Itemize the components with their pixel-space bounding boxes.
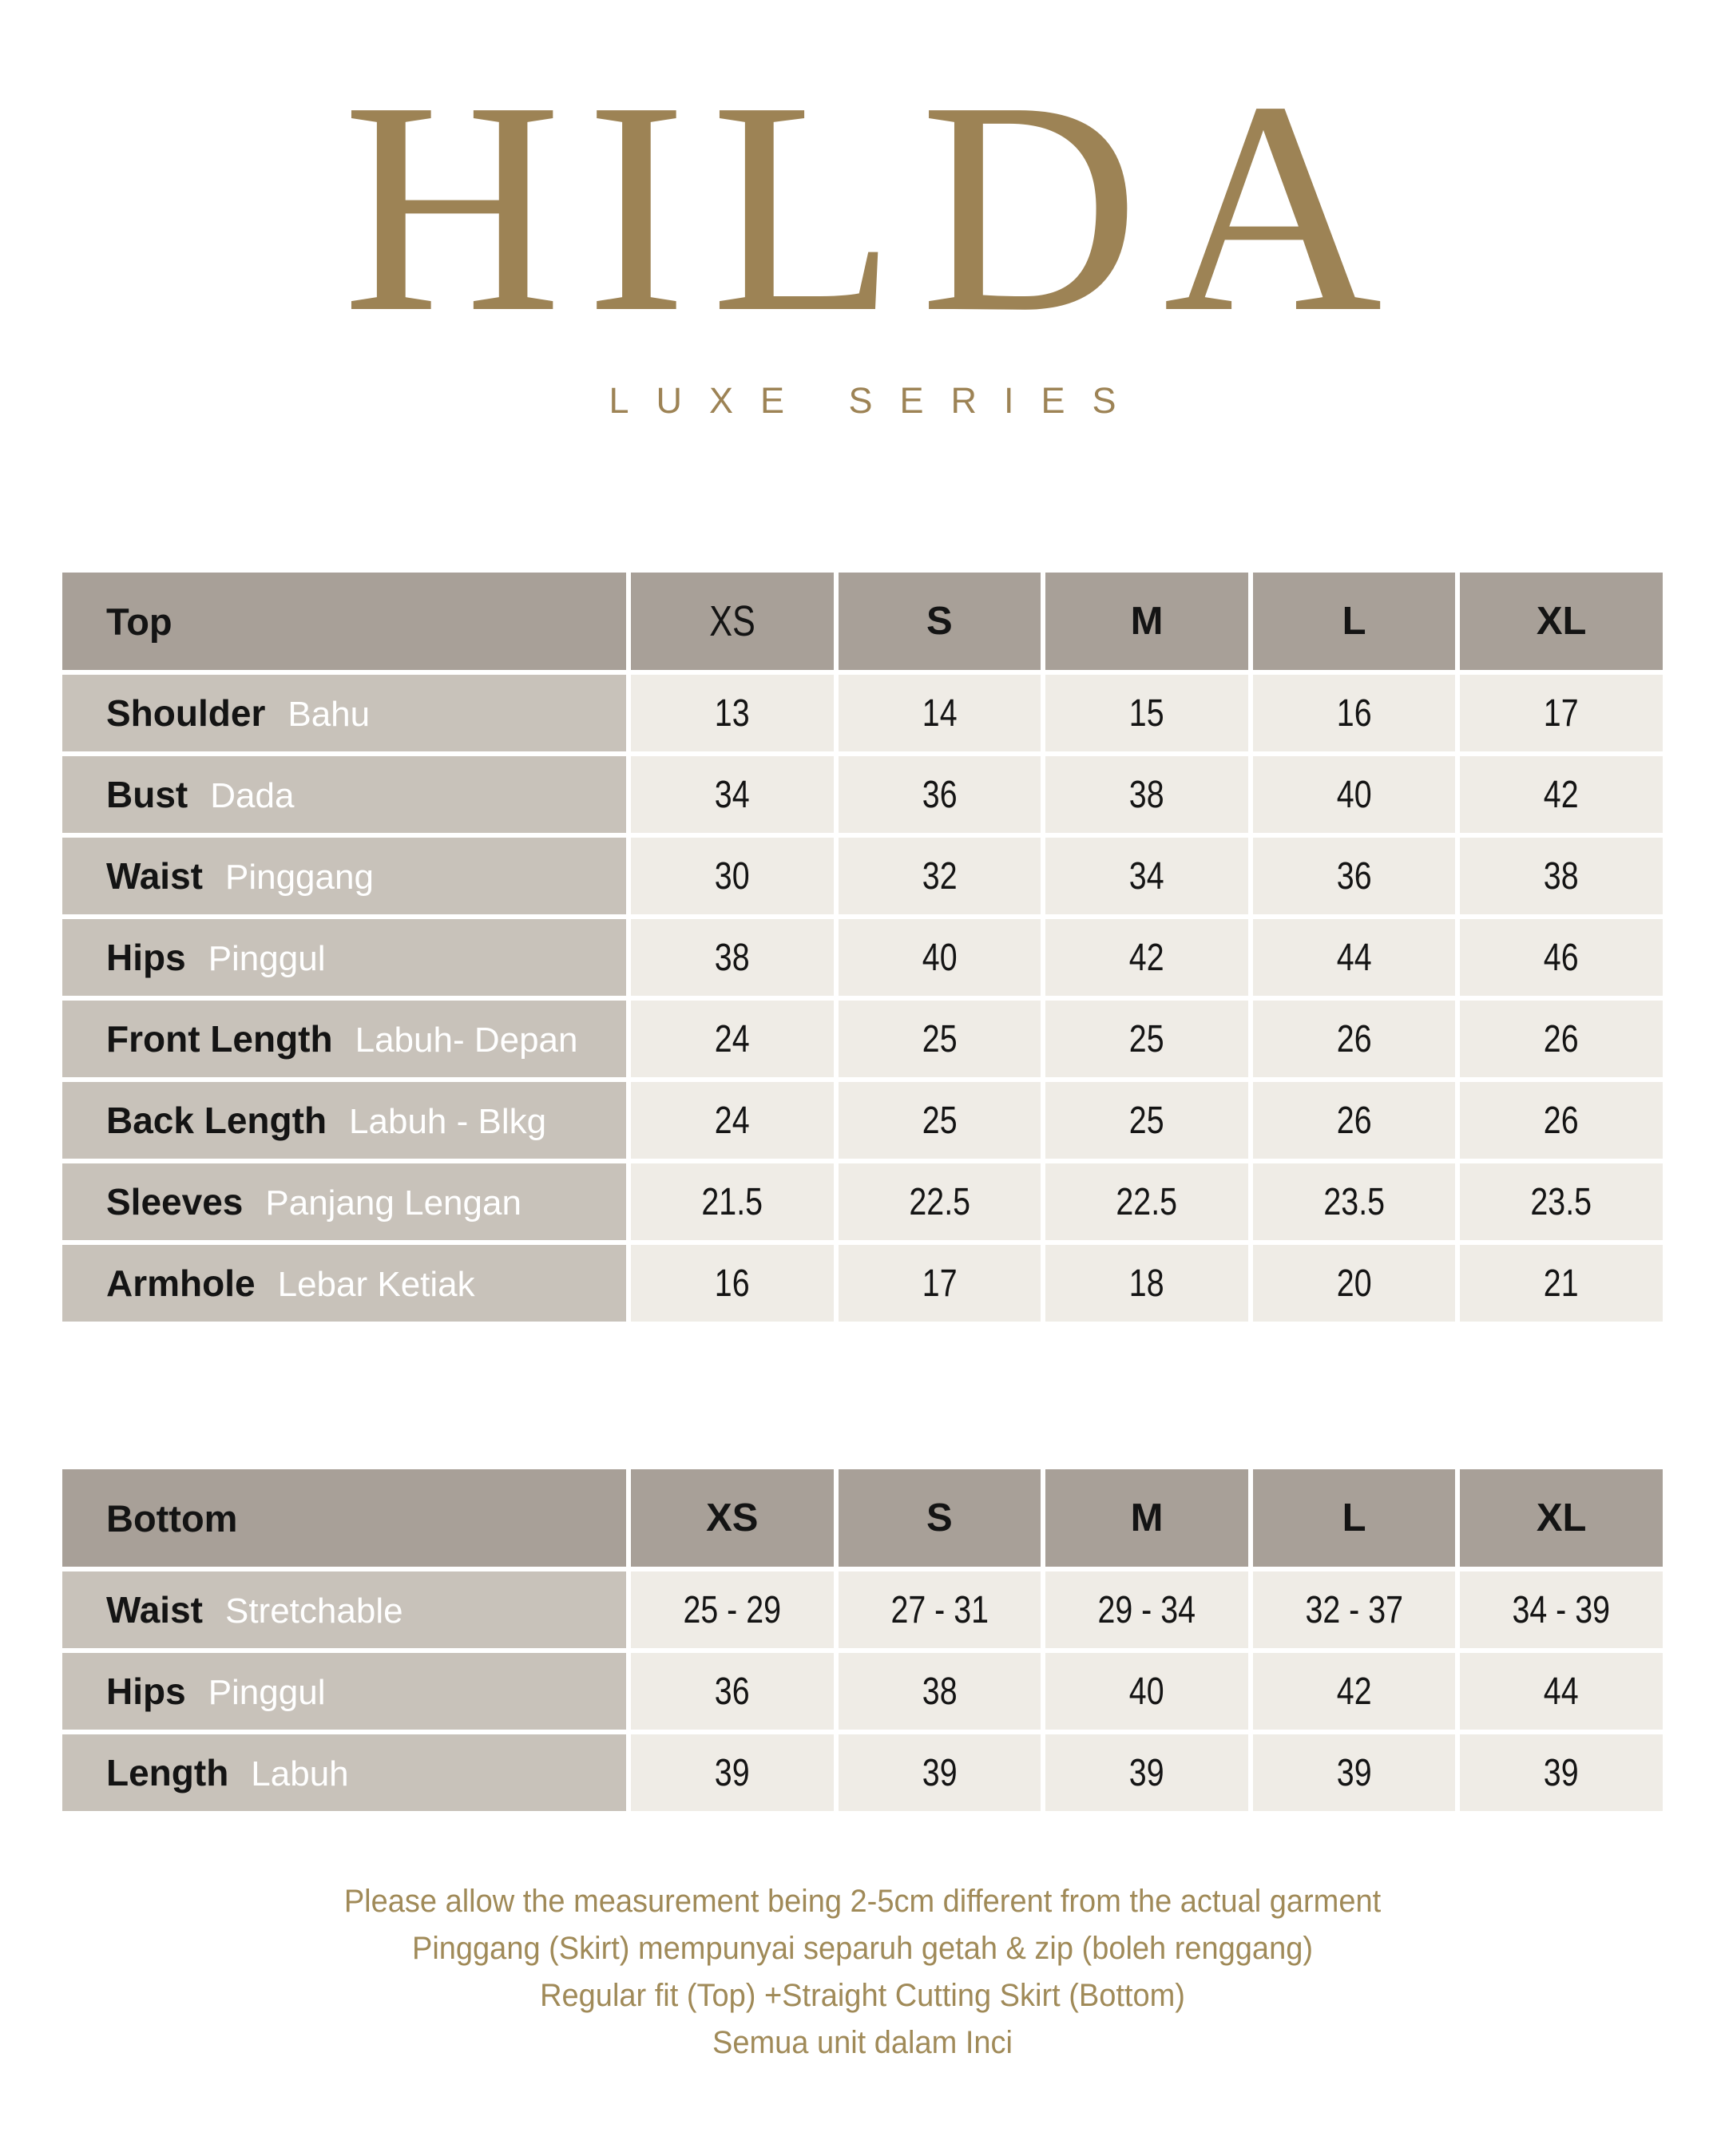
- row-label-en: Waist: [106, 855, 203, 897]
- table-row-bottom-waist: [62, 1571, 1663, 1648]
- row-label-my: Pinggul: [208, 939, 326, 978]
- row-label: [106, 936, 325, 979]
- size-col-header-xs: XS: [631, 573, 834, 670]
- row-label-en: Hips: [106, 937, 186, 978]
- measurement-cell: 36: [631, 1653, 834, 1730]
- top-table-title: Top: [106, 600, 172, 643]
- measurement-cell: 16: [631, 1245, 834, 1322]
- table-row-waist: [62, 838, 1663, 914]
- row-label-my: Bahu: [288, 695, 371, 734]
- row-label-cell: [62, 675, 626, 751]
- size-col-header-xl: XL: [1460, 573, 1663, 670]
- row-label: [106, 1588, 403, 1631]
- row-label-en: Sleeves: [106, 1181, 244, 1223]
- row-label-my: Pinggul: [208, 1673, 326, 1712]
- table-row-bottom-length: [62, 1734, 1663, 1811]
- measurement-cell: 25: [839, 1082, 1041, 1159]
- measurement-cell: 24: [631, 1082, 834, 1159]
- row-label: [106, 1751, 349, 1794]
- measurement-cell: 16: [1253, 675, 1456, 751]
- measurement-cell: 32: [839, 838, 1041, 914]
- measurement-cell: 23.5: [1460, 1163, 1663, 1240]
- measurement-cell: 39: [631, 1734, 834, 1811]
- measurement-cell: 27 - 31: [839, 1571, 1041, 1648]
- row-label: [106, 1670, 325, 1713]
- row-label: [106, 1262, 475, 1305]
- row-label: [106, 1180, 521, 1223]
- row-label-my: Labuh- Depan: [355, 1021, 578, 1060]
- row-label-cell: [62, 756, 626, 833]
- row-label: [106, 854, 374, 898]
- brand-header: [0, 39, 1725, 422]
- measurement-cell: 26: [1253, 1082, 1456, 1159]
- size-col-header-l: L: [1253, 1469, 1456, 1567]
- row-label-my: Stretchable: [224, 1591, 403, 1631]
- row-label-cell: [62, 1001, 626, 1077]
- table-row-armhole: [62, 1245, 1663, 1322]
- table-row-bottom-hips: [62, 1653, 1663, 1730]
- measurement-cell: 25: [839, 1001, 1041, 1077]
- table-row-front-length: [62, 1001, 1663, 1077]
- measurement-cell: 25 - 29: [631, 1571, 834, 1648]
- row-label-my: Labuh: [251, 1754, 349, 1793]
- measurement-cell: 21.5: [631, 1163, 834, 1240]
- size-col-header-s: S: [839, 573, 1041, 670]
- size-col-header-m: M: [1045, 1469, 1248, 1567]
- size-col-header-xl: XL: [1460, 1469, 1663, 1567]
- measurement-cell: 15: [1045, 675, 1248, 751]
- row-label-cell: [62, 1082, 626, 1159]
- row-label-en: Back Length: [106, 1100, 327, 1141]
- measurement-cell: 18: [1045, 1245, 1248, 1322]
- top-table-header-row: [62, 573, 1663, 670]
- measurement-cell: 17: [839, 1245, 1041, 1322]
- measurement-cell: 38: [631, 919, 834, 996]
- measurement-cell: 25: [1045, 1001, 1248, 1077]
- row-label: [106, 692, 370, 735]
- measurement-cell: 38: [839, 1653, 1041, 1730]
- row-label-cell: [62, 1734, 626, 1811]
- row-label-my: Panjang Lengan: [265, 1183, 521, 1223]
- measurement-cell: 46: [1460, 919, 1663, 996]
- footer-notes: [0, 1878, 1725, 2067]
- row-label-en: Armhole: [106, 1262, 256, 1304]
- row-label-my: Pinggang: [224, 858, 374, 897]
- table-row-bust: [62, 756, 1663, 833]
- table-row-back-length: [62, 1082, 1663, 1159]
- measurement-cell: 14: [839, 675, 1041, 751]
- measurement-cell: 26: [1253, 1001, 1456, 1077]
- brand-logo: HILDA: [343, 39, 1406, 375]
- measurement-cell: 32 - 37: [1253, 1571, 1456, 1648]
- row-label-cell: [62, 1653, 626, 1730]
- measurement-cell: 40: [1045, 1653, 1248, 1730]
- measurement-cell: 34: [1045, 838, 1248, 914]
- bottom-table-header-row: [62, 1469, 1663, 1567]
- table-row-sleeves: [62, 1163, 1663, 1240]
- row-label: [106, 1017, 577, 1060]
- measurement-cell: 22.5: [1045, 1163, 1248, 1240]
- measurement-cell: 40: [839, 919, 1041, 996]
- row-label-en: Hips: [106, 1671, 186, 1712]
- row-label-my: Labuh - Blkg: [349, 1102, 547, 1141]
- measurement-cell: 25: [1045, 1082, 1248, 1159]
- measurement-cell: 29 - 34: [1045, 1571, 1248, 1648]
- measurement-cell: 24: [631, 1001, 834, 1077]
- size-col-header-xs: XS: [631, 1469, 834, 1567]
- footer-note-measurement: Please allow the measurement being 2-5cm different from the actual garment: [343, 1884, 1382, 1919]
- measurement-cell: 36: [1253, 838, 1456, 914]
- footer-note-fit: Regular fit (Top) +Straight Cutting Skirt (Bottom): [540, 1978, 1185, 2013]
- measurement-cell: 38: [1460, 838, 1663, 914]
- measurement-cell: 21: [1460, 1245, 1663, 1322]
- measurement-cell: 42: [1460, 756, 1663, 833]
- measurement-cell: 34 - 39: [1460, 1571, 1663, 1648]
- measurement-cell: 34: [631, 756, 834, 833]
- footer-note-units: Semua unit dalam Inci: [712, 2025, 1013, 2060]
- measurement-cell: 42: [1045, 919, 1248, 996]
- measurement-cell: 20: [1253, 1245, 1456, 1322]
- measurement-cell: 44: [1253, 919, 1456, 996]
- bottom-table-title-cell: [62, 1469, 626, 1567]
- row-label-en: Front Length: [106, 1018, 333, 1060]
- top-size-table: [62, 573, 1663, 1322]
- row-label-my: Lebar Ketiak: [277, 1265, 475, 1304]
- row-label: [106, 773, 294, 816]
- top-table-title-cell: [62, 573, 626, 670]
- measurement-cell: 22.5: [839, 1163, 1041, 1240]
- bottom-table-title: Bottom: [106, 1496, 238, 1540]
- measurement-cell: 26: [1460, 1082, 1663, 1159]
- bottom-size-table: [62, 1469, 1663, 1811]
- measurement-cell: 39: [839, 1734, 1041, 1811]
- size-col-header-l: L: [1253, 573, 1456, 670]
- measurement-cell: 44: [1460, 1653, 1663, 1730]
- measurement-cell: 39: [1045, 1734, 1248, 1811]
- row-label-en: Waist: [106, 1589, 203, 1631]
- measurement-cell: 39: [1460, 1734, 1663, 1811]
- row-label-cell: [62, 1163, 626, 1240]
- measurement-cell: 23.5: [1253, 1163, 1456, 1240]
- measurement-cell: 42: [1253, 1653, 1456, 1730]
- row-label-cell: [62, 1571, 626, 1648]
- row-label-my: Dada: [210, 776, 295, 815]
- table-row-shoulder: [62, 675, 1663, 751]
- measurement-cell: 36: [839, 756, 1041, 833]
- brand-series-label: LUXE SERIES: [609, 380, 1144, 421]
- row-label-cell: [62, 838, 626, 914]
- row-label-en: Length: [106, 1752, 229, 1793]
- measurement-cell: 17: [1460, 675, 1663, 751]
- measurement-cell: 30: [631, 838, 834, 914]
- measurement-cell: 40: [1253, 756, 1456, 833]
- measurement-cell: 13: [631, 675, 834, 751]
- footer-note-skirt-waist: Pinggang (Skirt) mempunyai separuh getah & zip (boleh renggang): [411, 1931, 1314, 1966]
- table-row-hips: [62, 919, 1663, 996]
- size-col-header-s: S: [839, 1469, 1041, 1567]
- measurement-cell: 39: [1253, 1734, 1456, 1811]
- row-label-cell: [62, 1245, 626, 1322]
- row-label-cell: [62, 919, 626, 996]
- row-label-en: Bust: [106, 774, 188, 815]
- measurement-cell: 38: [1045, 756, 1248, 833]
- size-col-header-m: M: [1045, 573, 1248, 670]
- row-label-en: Shoulder: [106, 692, 266, 734]
- row-label: [106, 1099, 546, 1142]
- measurement-cell: 26: [1460, 1001, 1663, 1077]
